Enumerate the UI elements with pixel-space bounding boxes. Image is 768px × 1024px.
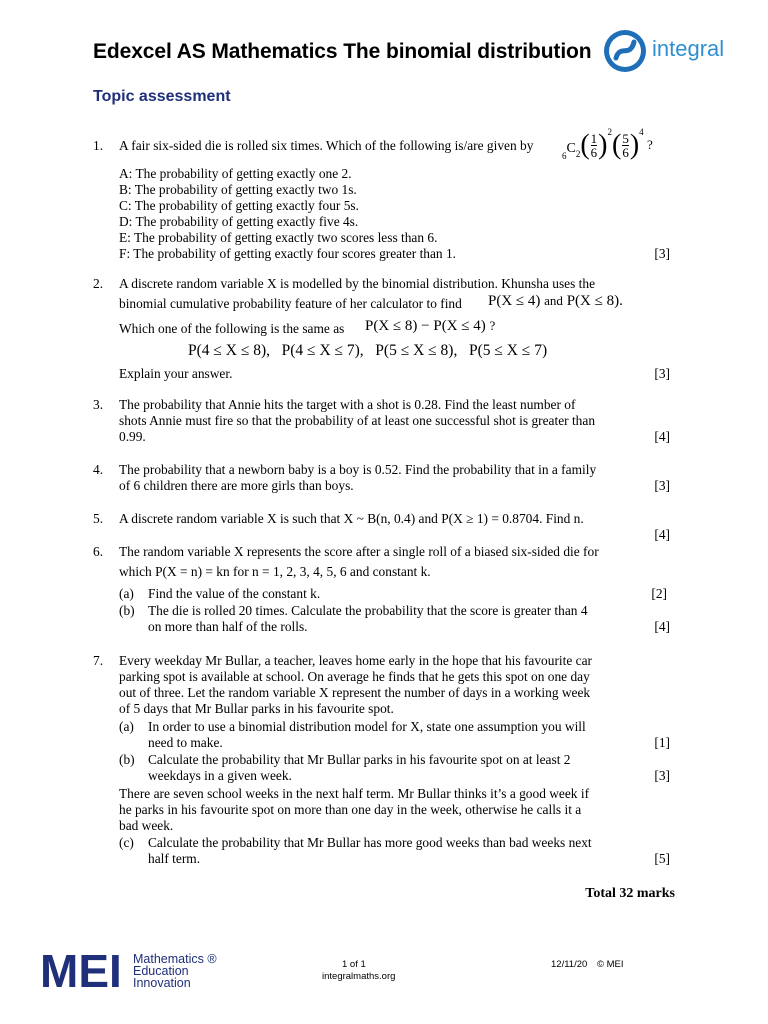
question-text: A discrete random variable X is such that X ~ B(n, 0.4) and P(X ≥ 1) = 0.8704. Find n. xyxy=(119,511,584,526)
mei-logo xyxy=(40,950,132,990)
question-text: There are seven school weeks in the next half term. Mr Bullar thinks it’s a good week if xyxy=(119,786,590,801)
mei-words xyxy=(133,953,217,989)
mei-logo-text: MEI xyxy=(40,950,122,990)
mei-word: Mathematics ® xyxy=(133,952,217,966)
question-text: bad week. xyxy=(119,818,174,833)
question-text: A discrete random variable X is modelled by the binomial distribution. Khunsha uses the xyxy=(119,276,596,291)
part-label: (c) xyxy=(119,835,134,850)
option-f: F: The probability of getting exactly four scores greater than 1. xyxy=(119,246,457,261)
part-label: (a) xyxy=(119,719,134,734)
marks: [2] xyxy=(651,586,667,601)
question-text: binomial cumulative probability feature of her calculator to find xyxy=(119,296,462,311)
marks: [4] xyxy=(654,429,670,444)
question-number: 4. xyxy=(93,462,104,477)
option-b: B: The probability of getting exactly two 1s. xyxy=(119,182,357,197)
integral-wordmark: integral xyxy=(652,36,725,61)
marks: [3] xyxy=(654,246,670,261)
question-text: of 6 children there are more girls than boys. xyxy=(119,478,354,493)
marks: [4] xyxy=(654,527,670,542)
total-marks: Total 32 marks xyxy=(585,886,675,901)
option-a: A: The probability of getting exactly one 2. xyxy=(119,166,352,181)
question-text: of 5 days that Mr Bullar parks in his favourite spot. xyxy=(119,701,394,716)
marks: [1] xyxy=(654,735,670,750)
marks: [4] xyxy=(654,619,670,634)
part-text: half term. xyxy=(148,851,201,866)
question-text: The random variable X represents the score after a single roll of a biased six-sided die for xyxy=(119,544,599,559)
marks: [5] xyxy=(654,851,670,866)
marks: [3] xyxy=(654,768,670,783)
question-number: 1. xyxy=(93,138,104,153)
question-text: which P(X = n) = kn for n = 1, 2, 3, 4, 5, 6 and constant k. xyxy=(119,564,431,579)
question-text: The probability that a newborn baby is a boy is 0.52. Find the probability that in a family xyxy=(119,462,597,477)
question-text: A fair six-sided die is rolled six times. Which of the following is/are given by xyxy=(119,138,534,153)
option-c: C: The probability of getting exactly four 5s. xyxy=(119,198,359,213)
mei-word: Education xyxy=(133,964,189,978)
question-number: 7. xyxy=(93,653,104,668)
binomial-expression: $_6C_2$( $\frac{1}{6}$ )$^2$( $\frac{5}{6}$ )$^4$ ? xyxy=(562,127,653,161)
part-text: Find the value of the constant k. xyxy=(148,586,321,601)
question-number: 3. xyxy=(93,397,104,412)
marks: [3] xyxy=(654,478,670,493)
page-title: Edexcel AS Mathematics The binomial distribution xyxy=(93,40,592,63)
footer-website: integralmaths.org xyxy=(322,971,396,982)
integral-logo xyxy=(600,28,750,78)
part-text: weekdays in a given week. xyxy=(148,768,292,783)
integral-swirl-icon xyxy=(602,28,648,74)
question-text: Every weekday Mr Bullar, a teacher, leaves home early in the hope that his favourite car xyxy=(119,653,592,668)
page-number: 1 of 1 xyxy=(342,959,366,970)
part-label: (b) xyxy=(119,752,135,767)
footer-date: 12/11/20 xyxy=(551,959,588,970)
part-text: Calculate the probability that Mr Bullar has more good weeks than bad weeks next xyxy=(148,835,592,850)
answer-choices: P(4 ≤ X ≤ 8), P(4 ≤ X ≤ 7), P(5 ≤ X ≤ 8), P(5 ≤ X ≤ 7) xyxy=(188,342,548,359)
probability-expression: P(X ≤ 4) and P(X ≤ 8). xyxy=(488,293,623,309)
option-e: E: The probability of getting exactly two scores less than 6. xyxy=(119,230,438,245)
part-text: on more than half of the rolls. xyxy=(148,619,308,634)
part-text: need to make. xyxy=(148,735,223,750)
question-text: Explain your answer. xyxy=(119,366,233,381)
part-label: (b) xyxy=(119,603,135,618)
footer-copyright: © MEI xyxy=(597,959,624,970)
part-text: The die is rolled 20 times. Calculate the probability that the score is greater than 4 xyxy=(148,603,588,618)
question-number: 5. xyxy=(93,511,104,526)
option-d: D: The probability of getting exactly five 4s. xyxy=(119,214,359,229)
section-title: Topic assessment xyxy=(93,88,231,105)
question-text: out of three. Let the random variable X represent the number of days in a working week xyxy=(119,685,591,700)
question-number: 2. xyxy=(93,276,104,291)
part-label: (a) xyxy=(119,586,134,601)
question-text: shots Annie must fire so that the probability of at least one successful shot is greater than xyxy=(119,413,596,428)
question-text: 0.99. xyxy=(119,429,146,444)
part-text: Calculate the probability that Mr Bullar parks in his favourite spot on at least 2 xyxy=(148,752,571,767)
part-text: In order to use a binomial distribution model for X, state one assumption you will xyxy=(148,719,586,734)
mei-word: Innovation xyxy=(133,976,191,990)
question-text: Which one of the following is the same as xyxy=(119,321,345,336)
marks: [3] xyxy=(654,366,670,381)
question-text: The probability that Annie hits the target with a shot is 0.28. Find the least number of xyxy=(119,397,576,412)
question-text: parking spot is available at school. On average he finds that he gets this spot on one day xyxy=(119,669,590,684)
question-number: 6. xyxy=(93,544,104,559)
question-text: he parks in his favourite spot on more than one day in the week, otherwise he calls it a xyxy=(119,802,582,817)
probability-expression: P(X ≤ 8) − P(X ≤ 4) ? xyxy=(365,318,496,334)
